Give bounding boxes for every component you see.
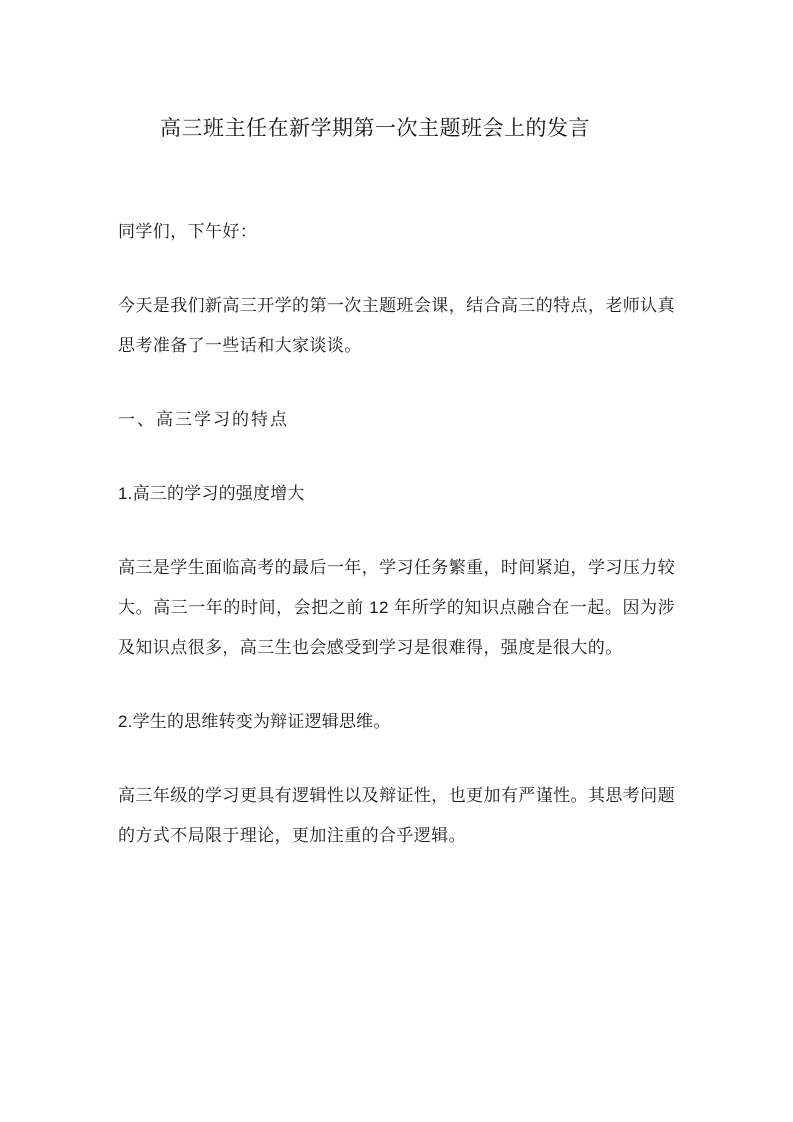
subsection-title-2: 2.学生的思维转变为辩证逻辑思维。 — [118, 712, 391, 731]
paragraph-greeting: 同学们，下午好： — [118, 222, 258, 241]
subsection-title-1: 1.高三的学习的强度增大 — [118, 484, 305, 503]
page-title: 高三班主任在新学期第一次主题班会上的发言 — [160, 117, 590, 140]
paragraph-intro: 今天是我们新高三开学的第一次主题班会课，结合高三的特点，老师认真思考准备了一些话和大家谈谈。 — [118, 296, 675, 355]
subsection-body-1: 高三是学生面临高考的最后一年，学习任务繁重，时间紧迫，学习压力较大。高三一年的时间，会把之前 12 年所学的知识点融合在一起。因为涉及知识点很多，高三生也会感受到学习是很难得，强度是很大的。 — [118, 558, 675, 657]
section-heading-1: 一、高三学习的特点 — [118, 410, 289, 429]
subsection-body-2: 高三年级的学习更具有逻辑性以及辩证性，也更加有严谨性。其思考问题的方式不局限于理论，更加注重的合乎逻辑。 — [118, 786, 675, 845]
